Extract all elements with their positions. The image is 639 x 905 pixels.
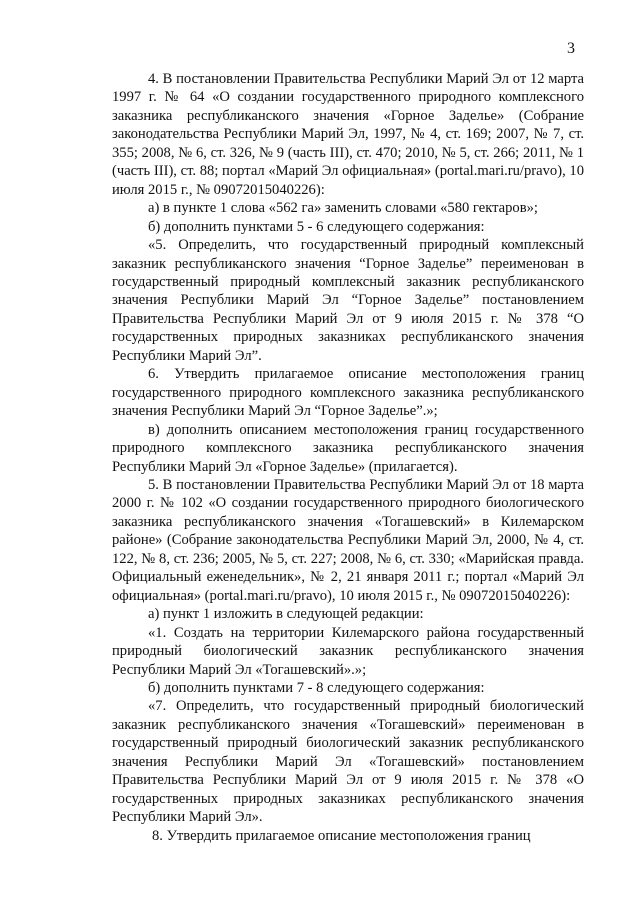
- paragraph: 8. Утвердить прилагаемое описание местоположения границ: [152, 827, 531, 844]
- document-body: [112, 70, 584, 845]
- paragraph: б) дополнить пунктами 5 - 6 следующего содержания:: [148, 218, 485, 235]
- paragraph: «1. Создать на территории Килемарского района государственный природный биологический заказник республиканского значения Республики Марий Эл «Тогашевский».»;: [112, 624, 584, 678]
- paragraph: «5. Определить, что государственный природный комплексный заказник республиканского значения “Горное Заделье” переименован в государственный природный комплексный заказник республиканского значения Республики Марий Эл “Горное Заделье” постановлением Правительства Республики Марий Эл от 9 июля 2015 г. № 378 “О государственных природных заказниках республиканского значения Республики Марий Эл”.: [112, 237, 584, 364]
- paragraph: а) пункт 1 изложить в следующей редакции:: [148, 606, 424, 623]
- paragraph: б) дополнить пунктами 7 - 8 следующего содержания:: [148, 679, 485, 696]
- page-number: 3: [567, 40, 575, 57]
- paragraph: 5. В постановлении Правительства Республики Марий Эл от 18 марта 2000 г. № 102 «О создании государственного природного биологического заказника республиканского значения «Тогашевский» в Килемарском районе» (Собрание законодательства Республики Марий Эл, 2000, № 4, ст. 122, № 8, ст. 236; 2005, № 5, ст. 227; 2008, № 6, ст. 330; «Марийская правда. Официальный еженедельник», № 2, 21 января 2011 г.; портал «Марий Эл официальная» (portal.mari.ru/pravo), 10 июля 2015 г., № 09072015040226):: [112, 476, 584, 604]
- paragraph: 6. Утвердить прилагаемое описание местоположения границ государственного природного комплексного заказника республиканского значения Республики Марий Эл “Горное Заделье”.»;: [112, 366, 584, 420]
- paragraph: 4. В постановлении Правительства Республики Марий Эл от 12 марта 1997 г. № 64 «О создании государственного природного комплексного заказника республиканского значения «Горное Заделье» (Собрание законодательства Республики Марий Эл, 1997, № 4, ст. 169; 2007, № 7, ст. 355; 2008, № 6, ст. 326, № 9 (часть III), ст. 470; 2010, № 5, ст. 266; 2011, № 1 (часть III), ст. 88; портал «Марий Эл официальная» (portal.mari.ru/pravo), 10 июля 2015 г., № 09072015040226):: [112, 71, 584, 198]
- paragraph: в) дополнить описанием местоположения границ государственного природного комплексного заказника республиканского значения Республики Марий Эл «Горное Заделье» (прилагается).: [112, 421, 584, 475]
- paragraph: а) в пункте 1 слова «562 га» заменить словами «580 гектаров»;: [148, 200, 538, 217]
- paragraph: «7. Определить, что государственный природный биологический заказник республиканского значения «Тогашевский» переименован в государственный природный биологический заказник республиканского значения Республики Марий Эл «Тогашевский» постановлением Правительства Республики Марий Эл от 9 июля 2015 г. № 378 «О государственных природных заказниках республиканского значения Республики Марий Эл».: [112, 698, 584, 826]
